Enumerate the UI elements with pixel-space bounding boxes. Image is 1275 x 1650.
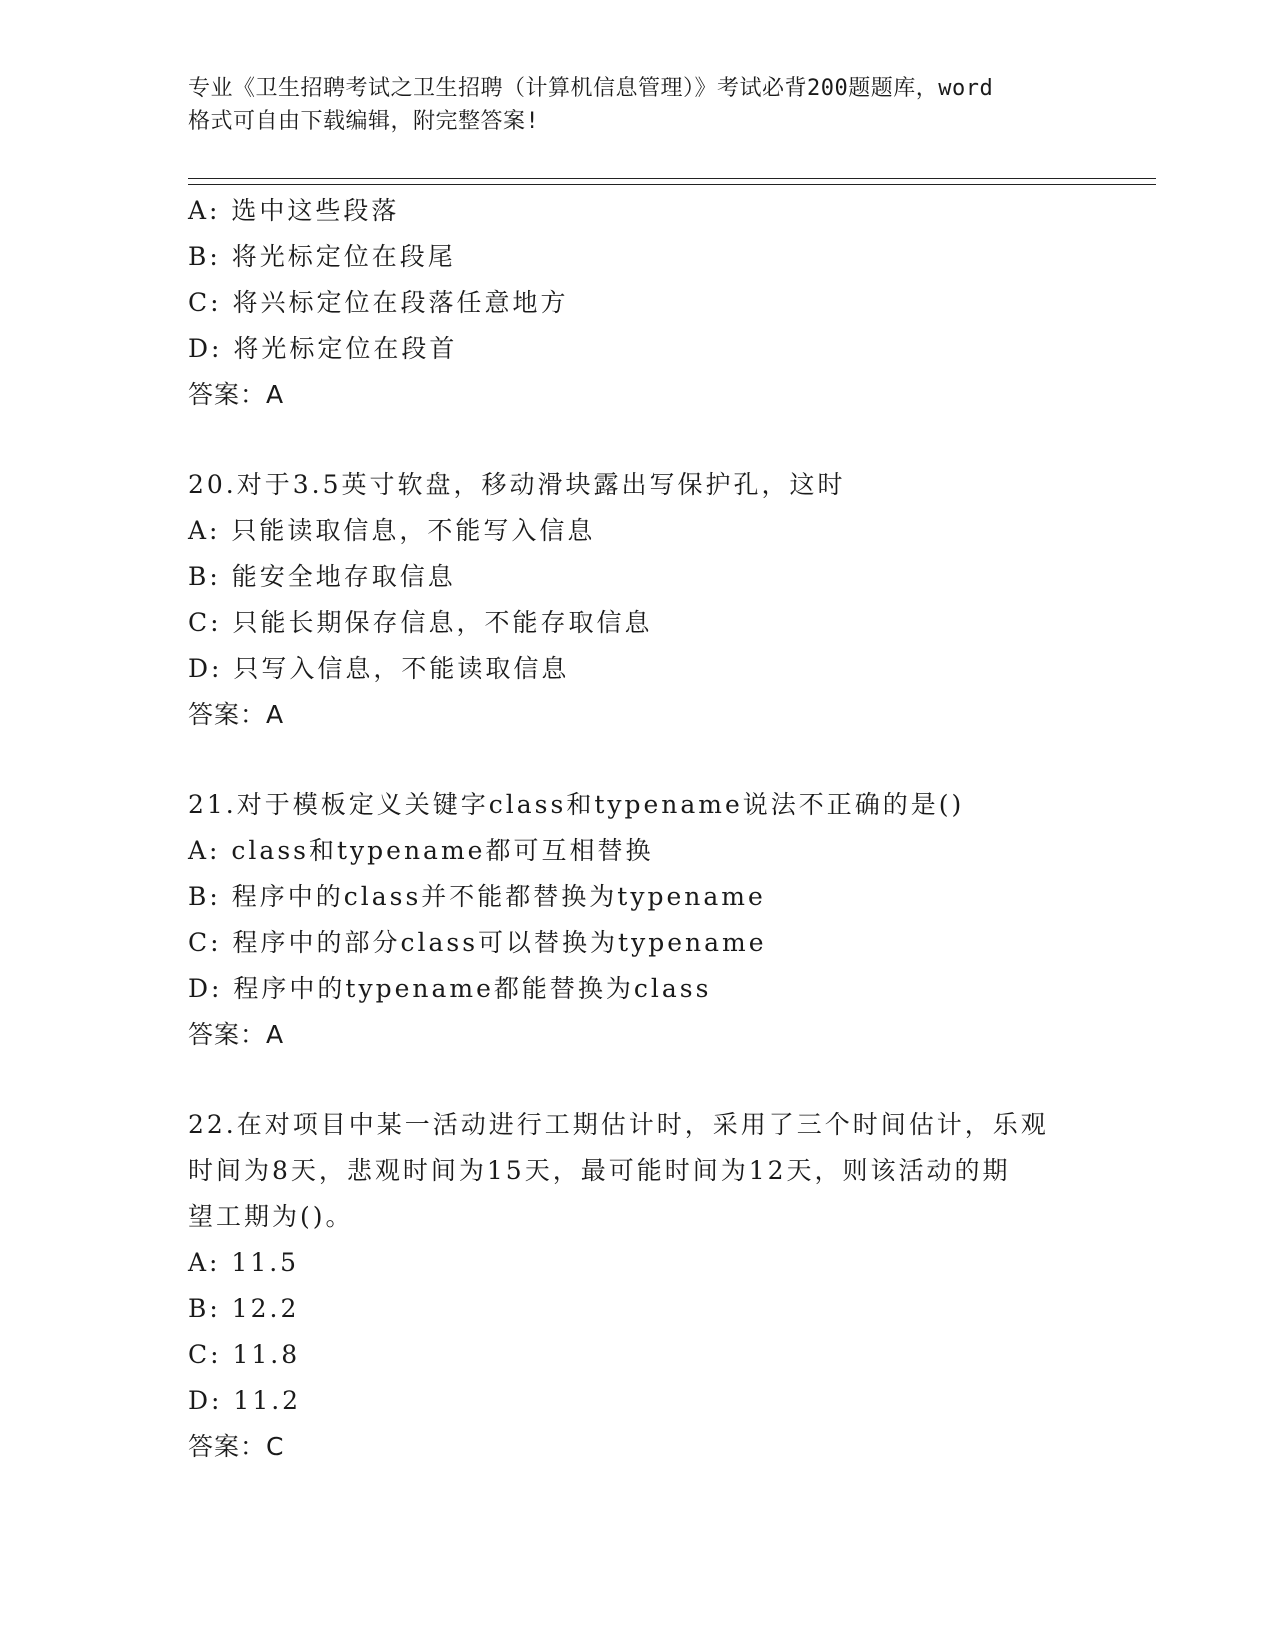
question-text: 21.对于模板定义关键字class和typename说法不正确的是() (188, 790, 965, 819)
option-c: C: 将兴标定位在段落任意地方 (188, 288, 569, 317)
option-b: B: 能安全地存取信息 (188, 562, 456, 591)
document-header (188, 72, 1088, 138)
question-block-20 (188, 462, 1088, 738)
answer-label: 答案：A (188, 1020, 285, 1049)
option-b: B: 将光标定位在段尾 (188, 242, 456, 271)
option-a: A: 选中这些段落 (188, 196, 400, 225)
question-text: 20.对于3.5英寸软盘，移动滑块露出写保护孔，这时 (188, 470, 846, 499)
question-text-line-2: 时间为8天，悲观时间为15天，最可能时间为12天，则该活动的期 (188, 1156, 1011, 1185)
option-a: A: 11.5 (188, 1248, 300, 1277)
answer-label: 答案：C (188, 1432, 285, 1461)
header-divider-bottom (188, 184, 1156, 185)
option-c: C: 11.8 (188, 1340, 301, 1369)
option-d: D: 11.2 (188, 1386, 302, 1415)
question-block-22 (188, 1102, 1088, 1470)
answer-label: 答案：A (188, 700, 285, 729)
question-block-21 (188, 782, 1088, 1058)
option-b: B: 12.2 (188, 1294, 300, 1323)
option-a: A: 只能读取信息，不能写入信息 (188, 516, 596, 545)
question-list (188, 188, 1108, 1470)
question-text-line-1: 22.在对项目中某一活动进行工期估计时，采用了三个时间估计，乐观 (188, 1110, 1049, 1139)
option-c: C: 程序中的部分class可以替换为typename (188, 928, 767, 957)
header-line-1: 专业《卫生招聘考试之卫生招聘（计算机信息管理）》考试必背200题题库，word (188, 76, 994, 101)
answer-label: 答案：A (188, 380, 285, 409)
option-d: D: 将光标定位在段首 (188, 334, 458, 363)
header-divider-top (188, 178, 1156, 179)
question-block-19 (188, 188, 1088, 418)
header-line-2: 格式可自由下载编辑，附完整答案! (188, 109, 540, 134)
option-d: D: 程序中的typename都能替换为class (188, 974, 712, 1003)
option-b: B: 程序中的class并不能都替换为typename (188, 882, 766, 911)
question-text-line-3: 望工期为()。 (188, 1202, 354, 1231)
option-d: D: 只写入信息，不能读取信息 (188, 654, 570, 683)
option-c: C: 只能长期保存信息，不能存取信息 (188, 608, 653, 637)
option-a: A: class和typename都可互相替换 (188, 836, 654, 865)
